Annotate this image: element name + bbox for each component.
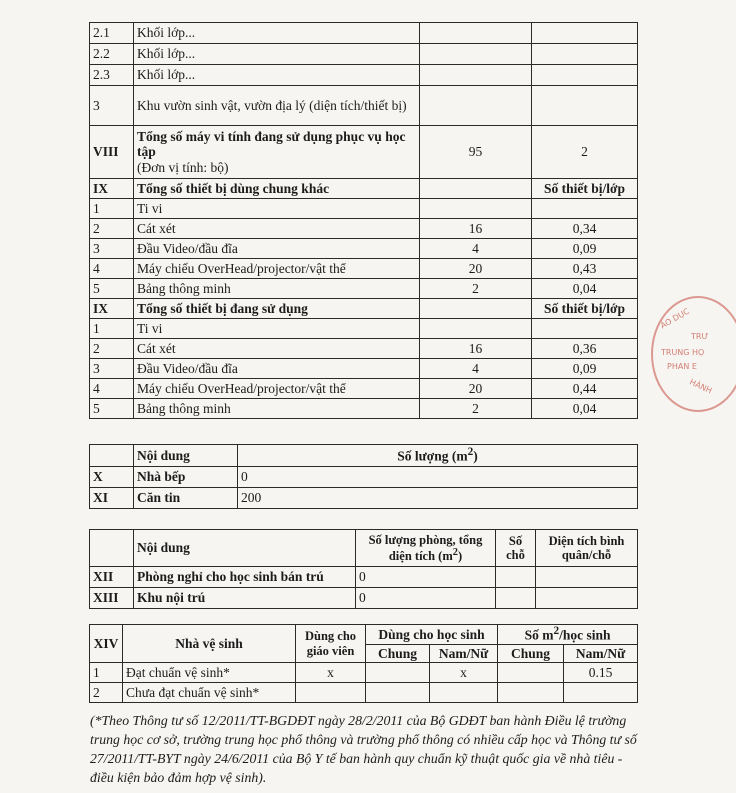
table-row: [90, 467, 638, 488]
row-average: [536, 588, 638, 609]
section-title: Tổng số thiết bị dùng chung khác: [134, 179, 420, 199]
section-unit: (Đơn vị tính: bộ): [137, 159, 229, 175]
table-row: [90, 663, 638, 683]
row-name: Phòng nghỉ cho học sinh bán trú: [134, 567, 356, 588]
row-total: [420, 86, 532, 126]
rooms-header: Số lượng phòng, tổng diện tích $(m^2)$: [356, 530, 496, 567]
section-viii-row: [90, 126, 638, 179]
item-number: 5: [90, 399, 134, 419]
item-name: Bảng thông minh: [134, 399, 420, 419]
row-total: [420, 65, 532, 86]
table-row: [90, 259, 638, 279]
table-row: [90, 23, 638, 44]
item-qty: 2: [420, 279, 532, 299]
item-qty: 16: [420, 339, 532, 359]
item-name: Ti vi: [134, 199, 420, 219]
item-per: 0,44: [532, 379, 638, 399]
table-header-row: [90, 625, 638, 645]
per-class-header: Số thiết bị/lớp: [532, 299, 638, 319]
average-header: Diện tích bình quân/chỗ: [536, 530, 638, 567]
table-row: [90, 488, 638, 509]
item-qty: [420, 319, 532, 339]
row-student-common: [366, 663, 430, 683]
item-name: Ti vi: [134, 319, 420, 339]
row-per: [532, 65, 638, 86]
seats-header: Số chỗ: [496, 530, 536, 567]
row-number: X: [90, 467, 134, 488]
table-row: [90, 44, 638, 65]
quantity-header: Số lượng $(m^2)$: [238, 445, 638, 467]
row-teacher: [296, 683, 366, 703]
row-name: Chưa đạt chuẩn vệ sinh*: [123, 683, 296, 703]
item-per: [532, 199, 638, 219]
table-row: [90, 239, 638, 259]
common-header: Chung: [366, 645, 430, 663]
seal-text: HÀNH: [688, 377, 714, 396]
item-qty: 2: [420, 399, 532, 419]
row-content: Khu vườn sinh vật, vườn địa lý (diện tích/thiết bị): [134, 86, 420, 126]
row-name: Căn tin: [134, 488, 238, 509]
row-rooms: 0: [356, 567, 496, 588]
row-student-gender: x: [430, 663, 498, 683]
seal-text: TRUNG HỌ: [661, 348, 705, 357]
teacher-header: Dùng cho giáo viên: [296, 625, 366, 663]
section-title: Tổng số thiết bị đang sử dụng: [134, 299, 420, 319]
boarding-table: [89, 529, 638, 609]
row-student-gender: [430, 683, 498, 703]
item-per: 0,36: [532, 339, 638, 359]
item-qty: 20: [420, 259, 532, 279]
row-number: 2.2: [90, 44, 134, 65]
section-per: 2: [532, 126, 638, 179]
table-row: [90, 683, 638, 703]
area-header: Số $m^2$/học sinh: [498, 625, 638, 645]
item-per: [532, 319, 638, 339]
content-header: Nội dung: [134, 530, 356, 567]
seal-text: PHAN E: [667, 362, 697, 371]
item-per: 0,04: [532, 399, 638, 419]
table-row: [90, 86, 638, 126]
row-area-common: [498, 663, 564, 683]
row-number: XIII: [90, 588, 134, 609]
row-rooms: 0: [356, 588, 496, 609]
table-row: [90, 359, 638, 379]
item-per: 0,09: [532, 239, 638, 259]
section-number: VIII: [90, 126, 134, 179]
row-number: 1: [90, 663, 123, 683]
row-content: Khối lớp...: [134, 23, 420, 44]
item-number: 1: [90, 199, 134, 219]
item-qty: 20: [420, 379, 532, 399]
gender-header: Nam/Nữ: [430, 645, 498, 663]
item-number: 2: [90, 339, 134, 359]
footnote: (*Theo Thông tư số 12/2011/TT-BGDĐT ngày 28/2/2011 của Bộ GDĐT ban hành Điều lệ trường trung học cơ sở, trường trung học phổ thông và trường phổ thông có nhiều cấp học và Thông tư số 27/2011/TT-BYT ngày 24/6/2011 của Bộ Y tế ban hành quy chuẩn kỹ thuật quốc gia về nhà tiêu - điều kiện bảo đảm hợp vệ sinh).: [90, 713, 637, 785]
row-number: XI: [90, 488, 134, 509]
section-number: XIV: [90, 625, 123, 663]
item-number: 4: [90, 379, 134, 399]
item-number: 4: [90, 259, 134, 279]
table-row: [90, 319, 638, 339]
row-average: [536, 567, 638, 588]
student-header: Dùng cho học sinh: [366, 625, 498, 645]
item-qty: [420, 199, 532, 219]
row-number: 2: [90, 683, 123, 703]
item-name: Cát xét: [134, 219, 420, 239]
gender-header: Nam/Nữ: [564, 645, 638, 663]
facilities-table: [89, 22, 638, 419]
per-class-header: Số thiết bị/lớp: [532, 179, 638, 199]
table-row: [90, 567, 638, 588]
item-name: Máy chiếu OverHead/projector/vật thể: [134, 379, 420, 399]
row-per: [532, 86, 638, 126]
row-seats: [496, 588, 536, 609]
item-number: 2: [90, 219, 134, 239]
row-seats: [496, 567, 536, 588]
row-content: Khối lớp...: [134, 65, 420, 86]
seal-text: TRƯ: [691, 332, 709, 341]
section-header-row: [90, 179, 638, 199]
row-number: XII: [90, 567, 134, 588]
item-qty: 4: [420, 239, 532, 259]
table-row: [90, 65, 638, 86]
row-area-gender: [564, 683, 638, 703]
row-per: [532, 44, 638, 65]
item-number: 3: [90, 239, 134, 259]
row-student-common: [366, 683, 430, 703]
item-qty: 16: [420, 219, 532, 239]
row-name: Khu nội trú: [134, 588, 356, 609]
item-name: Đầu Video/đầu đĩa: [134, 239, 420, 259]
toilet-header: Nhà vệ sinh: [123, 625, 296, 663]
item-number: 5: [90, 279, 134, 299]
row-value: 0: [238, 467, 638, 488]
table-row: [90, 339, 638, 359]
row-teacher: x: [296, 663, 366, 683]
item-qty: 4: [420, 359, 532, 379]
row-value: 200: [238, 488, 638, 509]
section-title-cell: [134, 126, 420, 179]
table-row: [90, 199, 638, 219]
row-name: Đạt chuẩn vệ sinh*: [123, 663, 296, 683]
row-total: [420, 44, 532, 65]
item-per: 0,34: [532, 219, 638, 239]
content-header: Nội dung: [134, 445, 238, 467]
item-per: 0,04: [532, 279, 638, 299]
row-area-gender: 0.15: [564, 663, 638, 683]
item-name: Cát xét: [134, 339, 420, 359]
row-number: 2.1: [90, 23, 134, 44]
toilet-table: [89, 624, 638, 703]
row-name: Nhà bếp: [134, 467, 238, 488]
table-row: [90, 588, 638, 609]
section-total: 95: [420, 126, 532, 179]
section-number: IX: [90, 299, 134, 319]
item-per: 0,43: [532, 259, 638, 279]
table-row: [90, 219, 638, 239]
section-title: Tổng số máy vi tính đang sử dụng phục vụ học tập: [137, 128, 406, 160]
row-per: [532, 23, 638, 44]
common-header: Chung: [498, 645, 564, 663]
item-number: 3: [90, 359, 134, 379]
official-seal: [651, 296, 736, 412]
section-number: IX: [90, 179, 134, 199]
section-header-row: [90, 299, 638, 319]
table-header-row: [90, 530, 638, 567]
row-number: 2.3: [90, 65, 134, 86]
table-row: [90, 279, 638, 299]
row-content: Khối lớp...: [134, 44, 420, 65]
kitchen-table: [89, 444, 638, 509]
item-per: 0,09: [532, 359, 638, 379]
item-number: 1: [90, 319, 134, 339]
item-name: Đầu Video/đầu đĩa: [134, 359, 420, 379]
seal-text: ÁO DỤC: [658, 306, 691, 331]
row-area-common: [498, 683, 564, 703]
table-header-row: [90, 445, 638, 467]
table-row: [90, 379, 638, 399]
row-number: 3: [90, 86, 134, 126]
table-row: [90, 399, 638, 419]
row-total: [420, 23, 532, 44]
item-name: Máy chiếu OverHead/projector/vật thể: [134, 259, 420, 279]
item-name: Bảng thông minh: [134, 279, 420, 299]
